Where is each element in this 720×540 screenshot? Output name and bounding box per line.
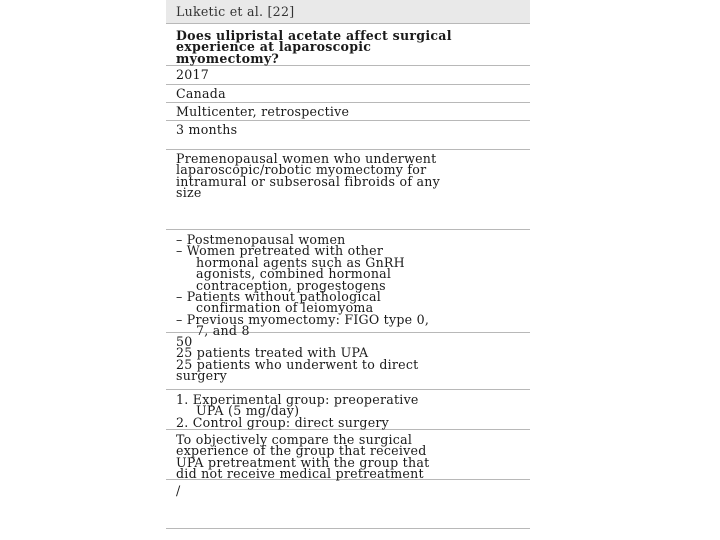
exclusion-line: – Previous myomectomy: FIGO type 0,: [176, 311, 430, 327]
participants-line: 50: [176, 334, 193, 349]
groups-cell: [166, 390, 530, 430]
inclusion-line: laparoscopic/robotic myomectomy for: [176, 162, 427, 178]
inclusion-criteria-cell: [166, 150, 530, 230]
inclusion-line: Premenopausal women who underwent: [176, 151, 437, 166]
inclusion-line: intramural or subserosal fibroids of any: [176, 173, 440, 189]
participants-line: 25 patients who underwent to direct: [176, 356, 419, 372]
objective-line: To objectively compare the surgical: [176, 432, 413, 447]
participants-line: surgery: [176, 368, 227, 384]
exclusion-line: confirmation of leiomyoma: [196, 300, 374, 316]
study-table: [166, 0, 530, 529]
inclusion-line: size: [176, 185, 202, 201]
notes-value: /: [176, 483, 181, 498]
exclusion-line: – Postmenopausal women: [176, 232, 346, 247]
exclusion-criteria-cell: [166, 230, 530, 339]
design-cell: [166, 103, 530, 121]
table-header: [166, 0, 530, 24]
participants-line: 25 patients treated with UPA: [176, 345, 369, 361]
year-cell: [166, 66, 530, 85]
country-cell: [166, 85, 530, 103]
objective-line: experience of the group that received: [176, 443, 427, 459]
study-title-cell: [166, 24, 530, 66]
header-text: Luketic et al. [22]: [176, 4, 295, 19]
exclusion-line: hormonal agents such as GnRH: [196, 254, 405, 270]
objective-line: did not receive medical pretreatment: [176, 466, 424, 482]
objective-line: UPA pretreatment with the group that: [176, 454, 430, 470]
year-value: 2017: [176, 67, 210, 82]
country-value: Canada: [176, 86, 226, 101]
groups-line: 2. Control group: direct surgery: [176, 414, 390, 430]
exclusion-line: agonists, combined hormonal: [196, 266, 392, 282]
study-title-line: experience at laparoscopic: [176, 39, 372, 55]
groups-line: 1. Experimental group: preoperative: [176, 392, 419, 407]
duration-cell: [166, 121, 530, 150]
design-value: Multicenter, retrospective: [176, 104, 350, 119]
participants-cell: [166, 333, 530, 390]
exclusion-line: – Women pretreated with other: [176, 243, 384, 259]
exclusion-line: contraception, progestogens: [196, 277, 386, 293]
notes-cell: [166, 480, 530, 527]
study-title-line: Does ulipristal acetate affect surgical: [176, 28, 452, 43]
objective-cell: [166, 430, 530, 480]
groups-line: UPA (5 mg/day): [196, 403, 300, 419]
study-title-line: myomectomy?: [176, 50, 280, 66]
exclusion-line: 7, and 8: [196, 323, 250, 339]
duration-value: 3 months: [176, 122, 238, 137]
exclusion-line: – Patients without pathological: [176, 289, 381, 305]
